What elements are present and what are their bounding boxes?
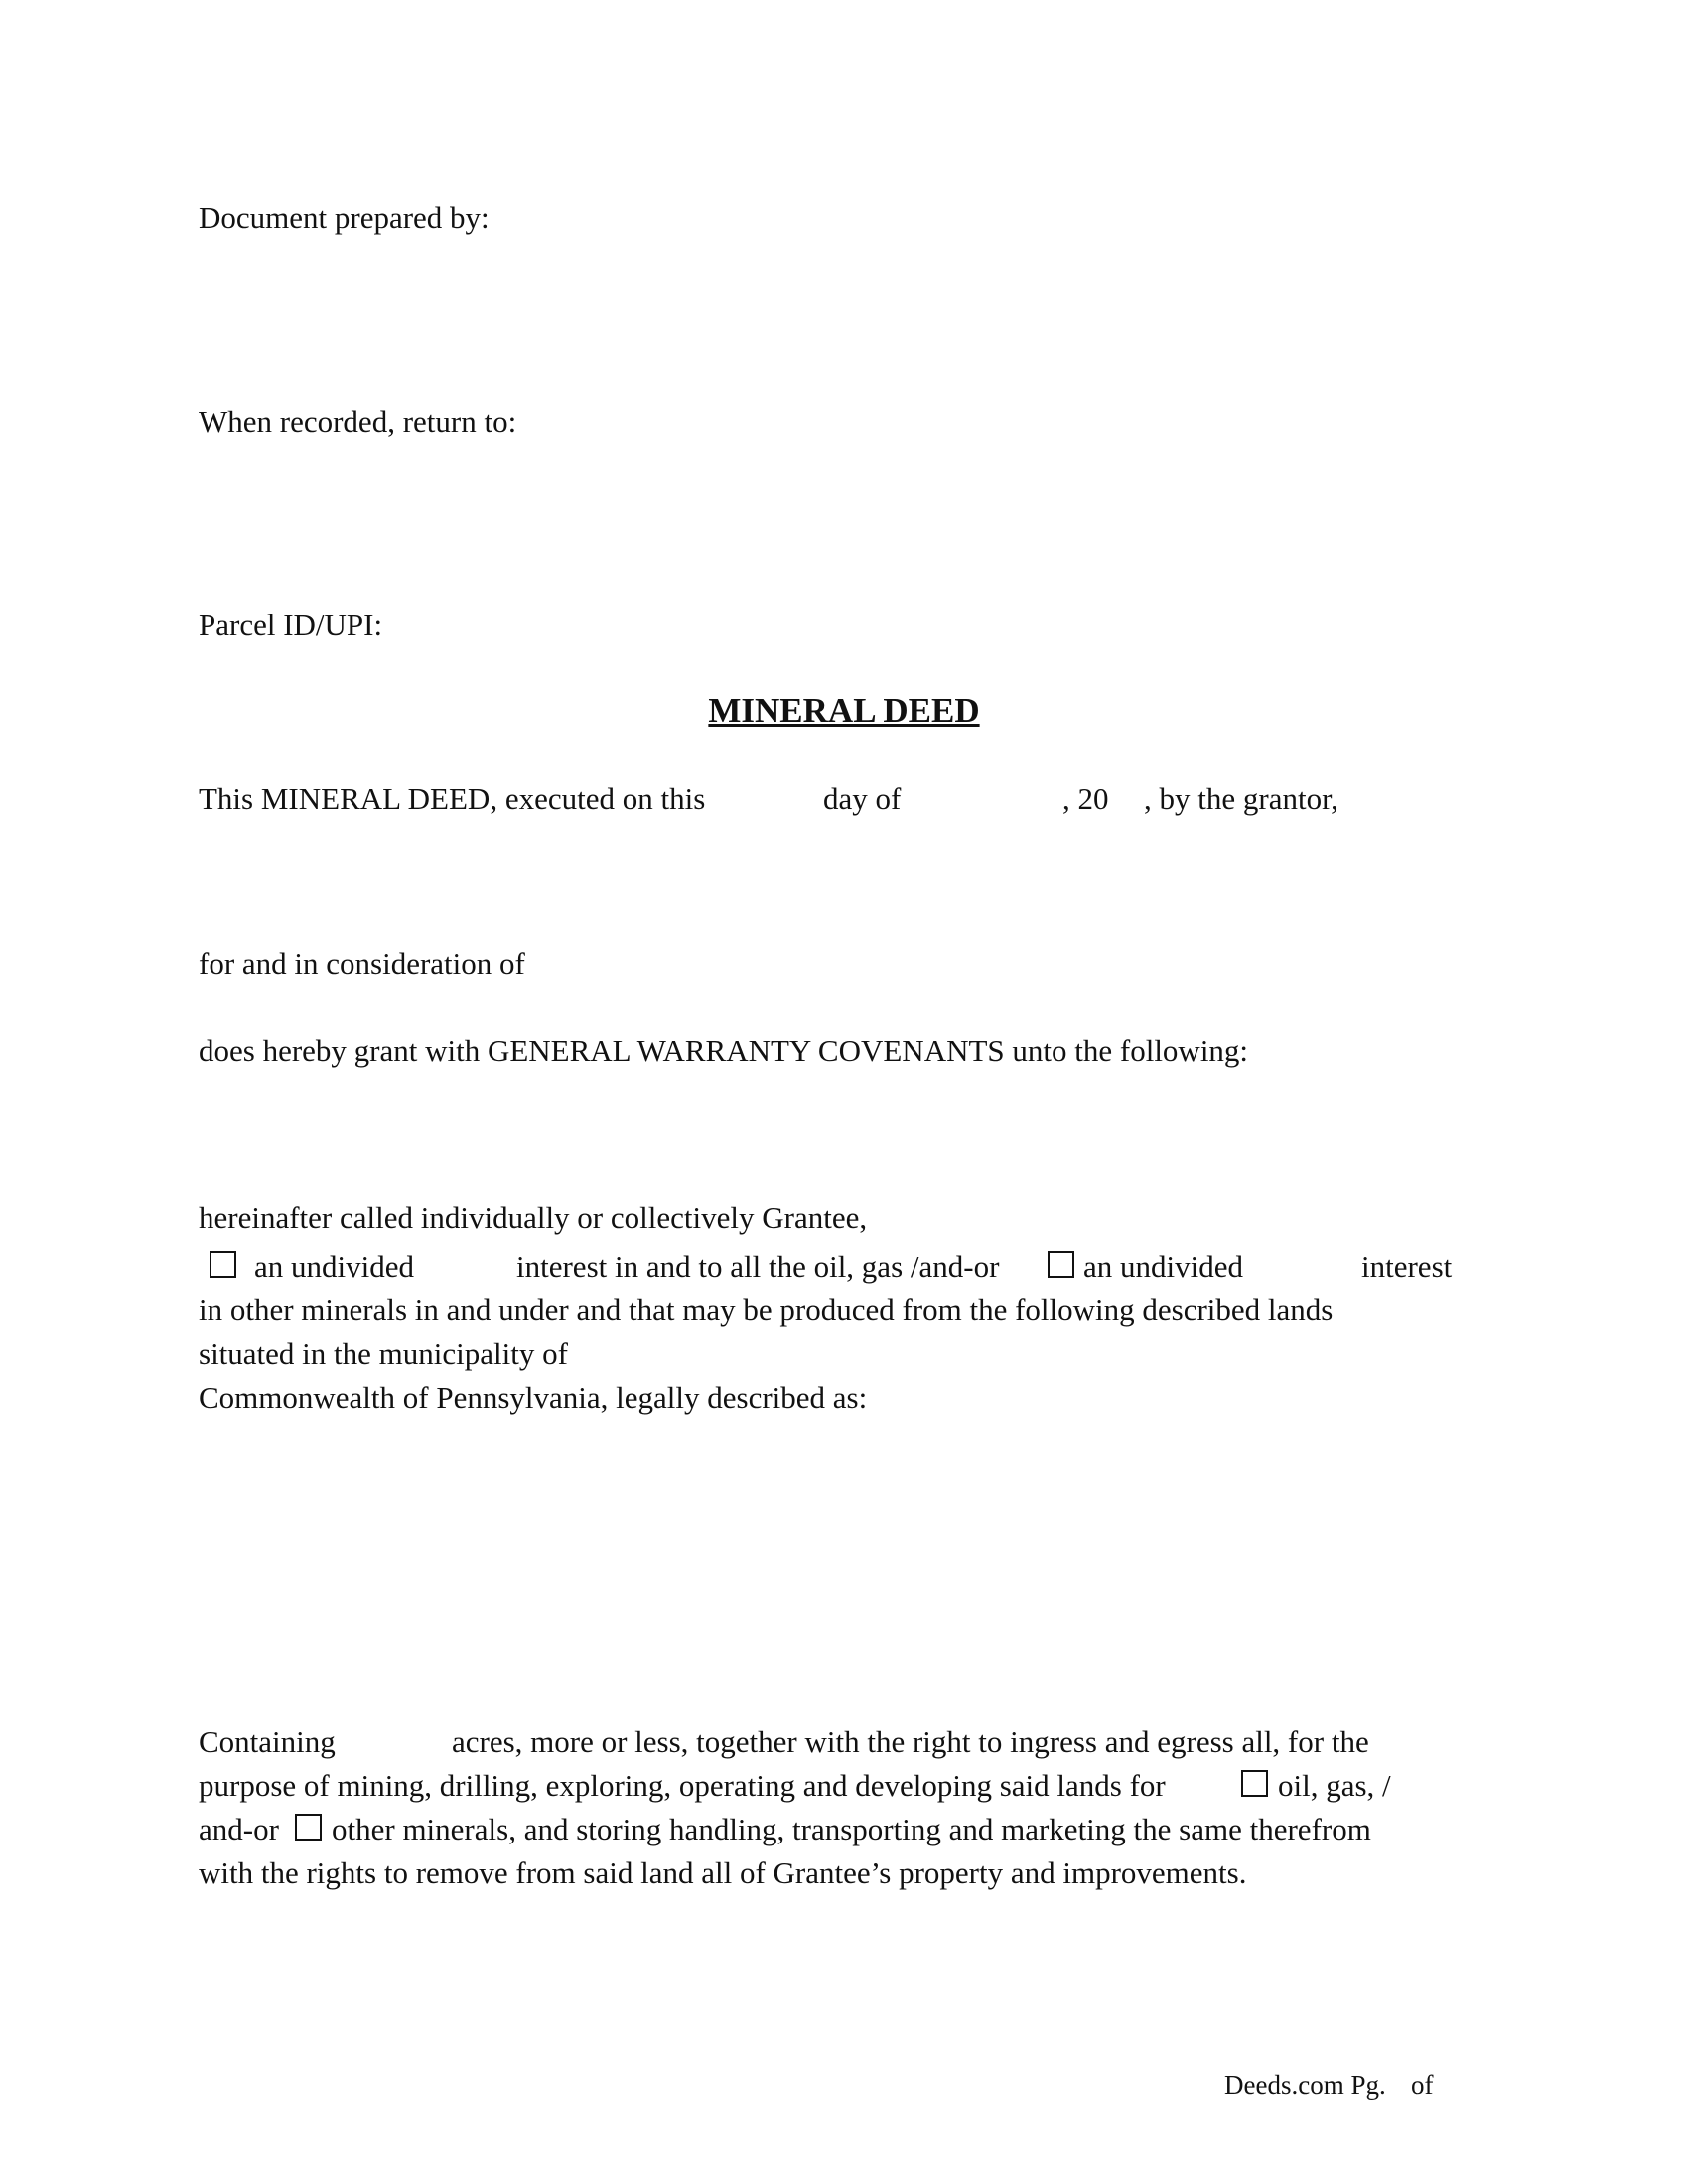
intro-grantor: , by the grantor, [1144, 781, 1338, 816]
containing-word: Containing [199, 1724, 336, 1759]
checkbox-oil-gas-interest[interactable] [210, 1251, 236, 1278]
interest-undivided-1: an undivided [254, 1249, 414, 1284]
interest-line-3: situated in the municipality of [199, 1336, 568, 1371]
footer-site: Deeds.com Pg. [1224, 2070, 1386, 2100]
interest-oil-gas: interest in and to all the oil, gas /and-or [516, 1249, 1000, 1284]
consideration-text: for and in consideration of [199, 946, 525, 981]
interest-undivided-2: an undivided [1083, 1249, 1243, 1284]
grantee-text: hereinafter called individually or collectively Grantee, [199, 1200, 868, 1235]
parcel-id-label: Parcel ID/UPI: [199, 608, 383, 642]
grant-text: does hereby grant with GENERAL WARRANTY COVENANTS unto the following: [199, 1033, 1249, 1068]
footer-of: of [1411, 2070, 1434, 2100]
containing-and-or: and-or [199, 1812, 279, 1846]
containing-oil-gas: oil, gas, / [1278, 1768, 1391, 1803]
intro-year: , 20 [1062, 781, 1109, 816]
interest-word: interest [1361, 1249, 1453, 1284]
checkbox-oil-gas-rights[interactable] [1241, 1770, 1268, 1797]
intro-day-of: day of [823, 781, 902, 816]
containing-rights: with the rights to remove from said land all of Grantee’s property and improvements. [199, 1855, 1247, 1890]
containing-other: other minerals, and storing handling, transporting and marketing the same therefrom [332, 1812, 1371, 1846]
interest-line-2: in other minerals in and under and that may be produced from the following described lands [199, 1293, 1334, 1327]
return-to-label: When recorded, return to: [199, 404, 517, 439]
containing-purpose: purpose of mining, drilling, exploring, operating and developing said lands for [199, 1768, 1166, 1803]
interest-line-4: Commonwealth of Pennsylvania, legally described as: [199, 1380, 868, 1415]
checkbox-other-minerals-interest[interactable] [1048, 1251, 1074, 1278]
prepared-by-label: Document prepared by: [199, 201, 490, 235]
intro-executed: This MINERAL DEED, executed on this [199, 781, 706, 816]
checkbox-other-minerals-rights[interactable] [295, 1814, 322, 1841]
containing-acres: acres, more or less, together with the right to ingress and egress all, for the [452, 1724, 1369, 1759]
document-title: MINERAL DEED [708, 691, 980, 730]
